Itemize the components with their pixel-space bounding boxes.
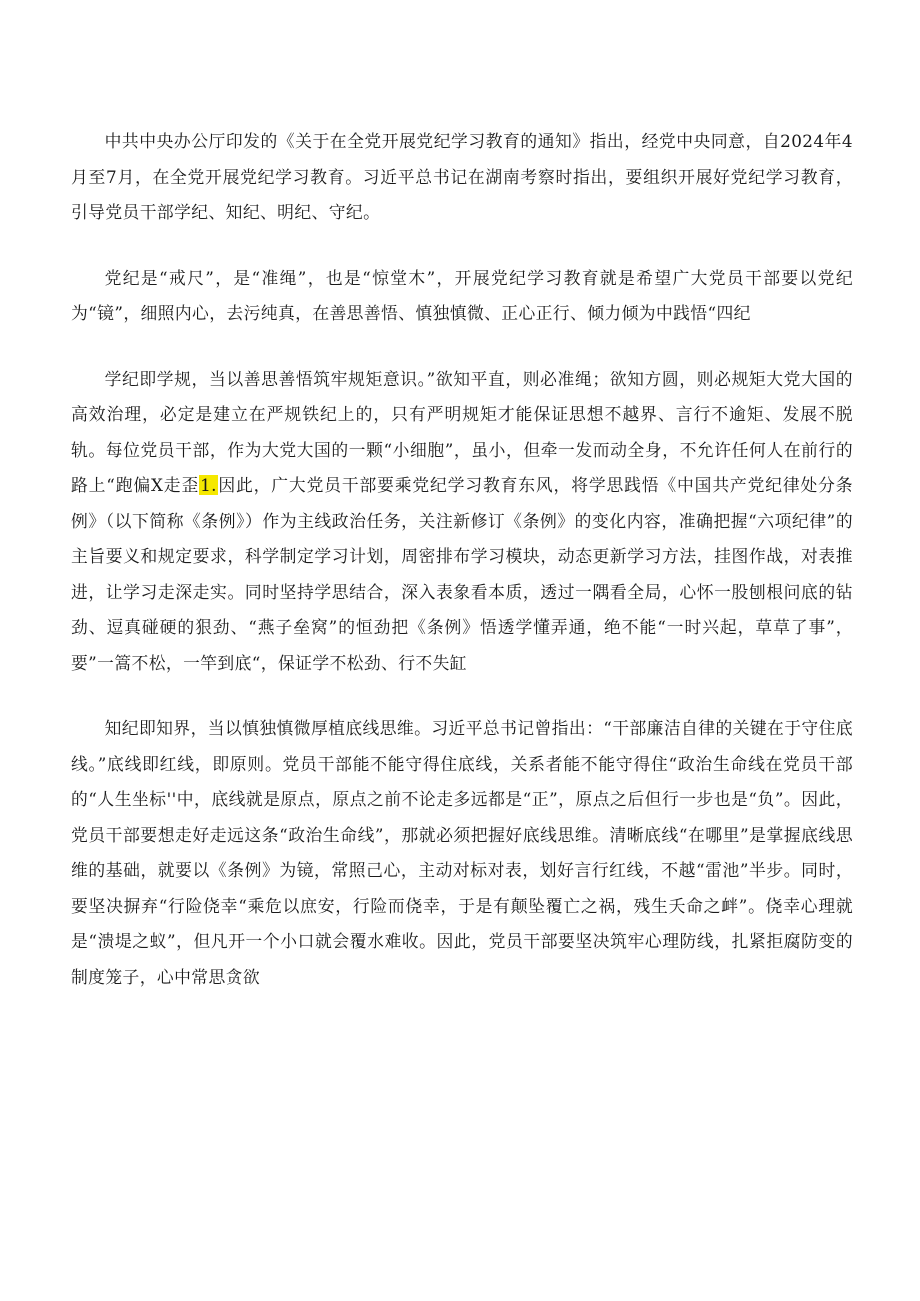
paragraph-intro bbox=[71, 124, 853, 231]
paragraph-party-discipline-text: 党纪是“戒尺”，是“准绳”，也是“惊堂木”，开展党纪学习教育就是希望广大党员干部要以党纪为“镜”，细照内心，去污纯真，在善思善悟、慎独慎微、正心正行、倾力倾为中践悟“四纪 bbox=[71, 267, 853, 323]
paragraph-intro-text: 中共中央办公厅印发的《关于在全党开展党纪学习教育的通知》指出，经党中央同意，自2024年4月至7月，在全党开展党纪学习教育。习近平总书记在湖南考察时指出，要组织开展好党纪学习教育，引导党员干部学纪、知纪、明纪、守纪。 bbox=[71, 131, 853, 222]
highlighted-marker: 1. bbox=[200, 475, 217, 495]
paragraph-learn-discipline-text-before: 学纪即学规，当以善思善悟筑牢规矩意识。”欲知平直，则必准绳；欲知方圆，则必规矩大党大国的高效治理，必定是建立在严规铁纪上的，只有严明规矩才能保证思想不越界、言行不逾矩、发展不脱轨。每位党员干部，作为大党大国的一颗“小细胞”，虽小，但牵一发而动全身，不允许任何人在前行的路上“跑偏X走歪 bbox=[71, 368, 853, 495]
paragraph-know-discipline-text: 知纪即知界，当以慎独慎微厚植底线思维。习近平总书记曾指出：“干部廉洁自律的关键在于守住底线。”底线即红线，即原则。党员干部能不能守得住底线，关系者能不能守得住“政治生命线在党员干部的“人生坐标''中，底线就是原点，原点之前不论走多远都是“正”，原点之后但行一步也是“负”。因此，党员干部要想走好走远这条“政治生命线”，那就必须把握好底线思维。清晰底线“在哪里”是掌握底线思维的基础，就要以《条例》为镜，常照己心，主动对标对表，划好言行红线，不越“雷池”半步。同时，要坚决摒弃“行险侥幸“乘危以庶安，行险而侥幸，于是有颠坠覆亡之祸，残生夭命之衅”。侥幸心理就是“溃堤之蚁”，但凡开一个小口就会覆水难收。因此，党员干部要坚决筑牢心理防线，扎紧拒腐防变的制度笼子，心中常思贪欲 bbox=[71, 718, 853, 987]
paragraph-know-discipline bbox=[71, 711, 853, 995]
paragraph-learn-discipline-text-after: 因此，广大党员干部要乘党纪学习教育东风，将学思践悟《中国共产党纪律处分条例》（以下简称《条例》）作为主线政治任务，关注新修订《条例》的变化内容，准确把握“六项纪律”的主旨要义和规定要求，科学制定学习计划，周密排布学习模块，动态更新学习方法，挂图作战，对表推进，让学习走深走实。同时坚持学思结合，深入表象看本质，透过一隅看全局，心怀一股刨根问底的钻劲、逗真碰硬的狠劲、“燕子垒窝”的恒劲把《条例》悟透学懂弄通，绝不能“一时兴起，草草了事”，要”一篙不松，一竿到底“，保证学不松劲、行不失缸 bbox=[71, 475, 853, 673]
document-body bbox=[71, 124, 853, 1025]
paragraph-learn-discipline bbox=[71, 362, 853, 682]
paragraph-party-discipline bbox=[71, 261, 853, 332]
